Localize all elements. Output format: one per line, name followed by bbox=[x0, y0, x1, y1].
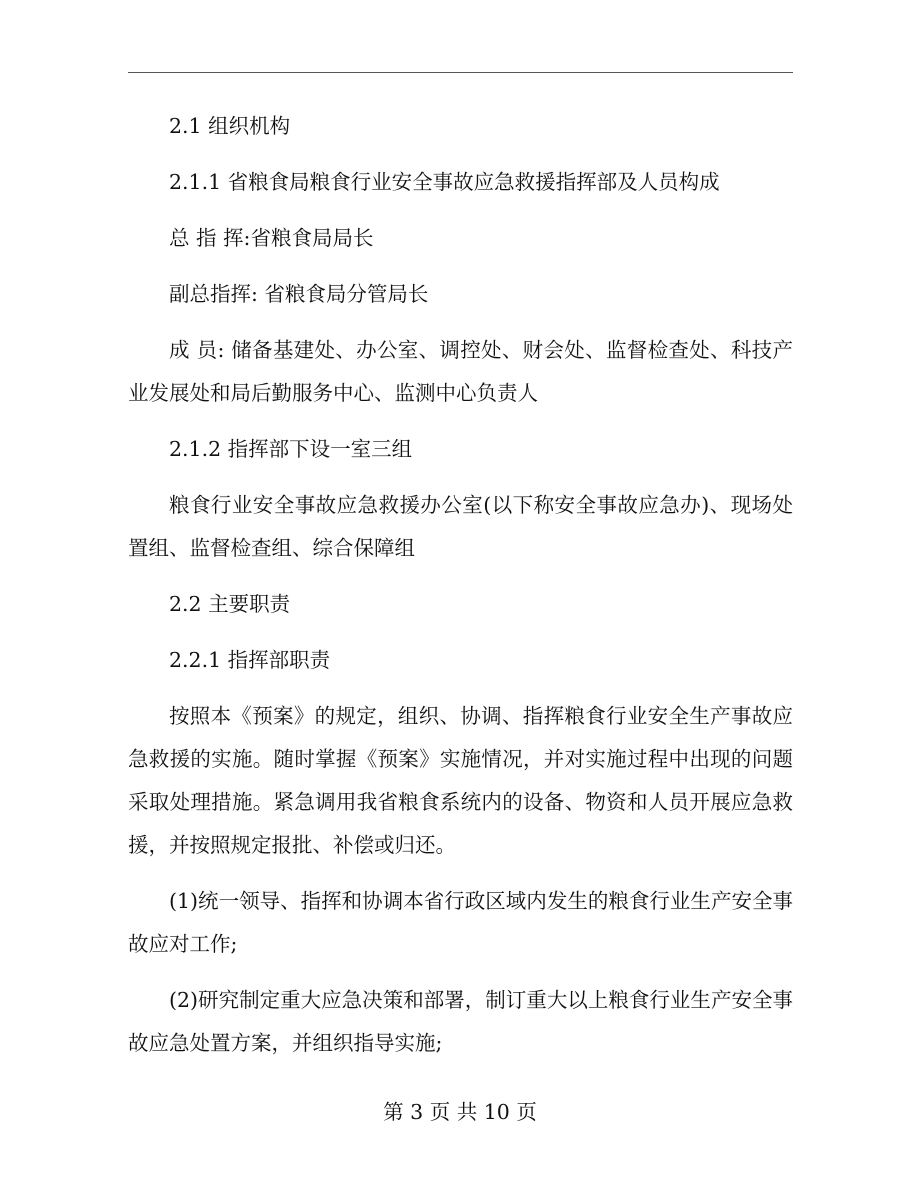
duties-paragraph: 按照本《预案》的规定，组织、协调、指挥粮食行业安全生产事故应急救援的实施。随时掌握《预案》实施情况，并对实施过程中出现的问题采取处理措施。紧急调用我省粮食系统内的设备、物资和人员开展应急救援，并按照规定报批、补偿或归还。 bbox=[128, 704, 793, 857]
page-footer bbox=[0, 1098, 920, 1126]
page-number-label: 第 3 页 共 10 页 bbox=[383, 1100, 537, 1124]
section-heading-2-2: 2.2 主要职责 bbox=[169, 592, 291, 616]
office-groups-paragraph: 粮食行业安全事故应急救援办公室(以下称安全事故应急办)、现场处置组、监督检查组、综合保障组 bbox=[128, 493, 793, 560]
section-heading-2-1-1: 2.1.1 省粮食局粮食行业安全事故应急救援指挥部及人员构成 bbox=[169, 170, 720, 194]
duty-item-2: (2)研究制定重大应急决策和部署，制订重大以上粮食行业生产安全事故应急处置方案，并组织指导实施; bbox=[128, 988, 793, 1055]
section-heading-2-1-2: 2.1.2 指挥部下设一室三组 bbox=[169, 437, 413, 461]
members-paragraph: 成 员: 储备基建处、办公室、调控处、财会处、监督检查处、科技产业发展处和局后勤服务中心、监测中心负责人 bbox=[128, 338, 793, 405]
document-body bbox=[128, 105, 793, 1078]
commander-line: 总 指 挥:省粮食局局长 bbox=[169, 226, 374, 250]
section-heading-2-2-1: 2.2.1 指挥部职责 bbox=[169, 648, 331, 672]
deputy-commander-line: 副总指挥: 省粮食局分管局长 bbox=[169, 282, 429, 306]
duty-item-1: (1)统一领导、指挥和协调本省行政区域内发生的粮食行业生产安全事故应对工作; bbox=[128, 889, 793, 956]
section-heading-2-1: 2.1 组织机构 bbox=[169, 114, 291, 138]
header-rule bbox=[128, 72, 793, 73]
